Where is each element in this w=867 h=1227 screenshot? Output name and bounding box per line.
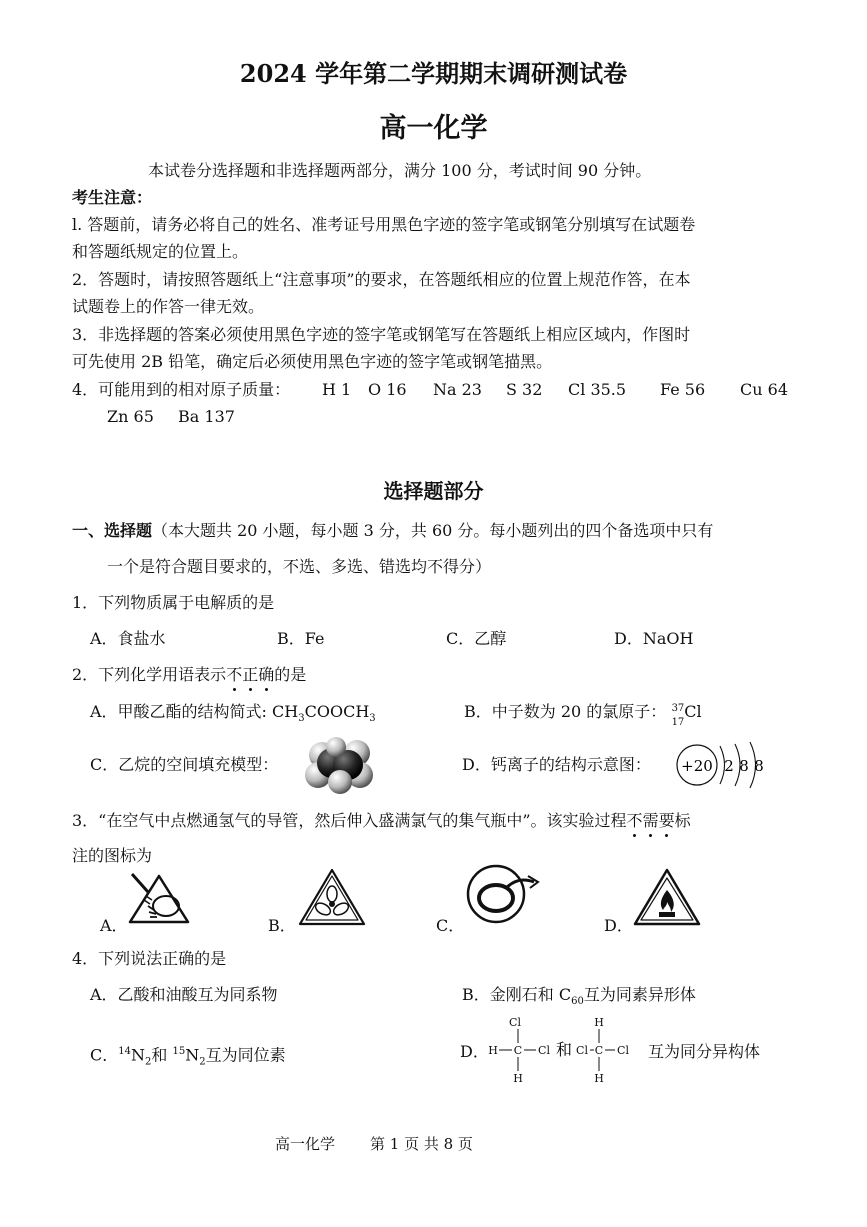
q4-c-n1: N: [130, 1045, 145, 1065]
footer-page: 第 1 页 共 8 页: [370, 1135, 473, 1153]
q2-option-c: C．乙烷的空间填充模型：: [90, 755, 279, 774]
q2-emph-2: 正: [242, 665, 259, 684]
q2-option-b: [464, 701, 702, 728]
q4-c-n2: N: [185, 1045, 200, 1065]
mass-fe: Fe 56: [660, 380, 706, 399]
q4-b-post: 互为同素异形体: [583, 985, 696, 1004]
q3-line1-pre: 3．“在空气中点燃通氢气的导管，然后伸入盛满氯气的集气瓶中”。该实验过程: [72, 811, 627, 830]
q4-option-d-post: 互为同分异构体: [648, 1042, 761, 1061]
part-desc-line2: 一个是符合题目要求的，不选、多选、错选均不得分）: [107, 557, 492, 576]
q2-stem: [72, 664, 306, 686]
q3-option-c-label: C．: [436, 916, 465, 935]
section-title: 选择题部分: [383, 479, 484, 503]
q2-emph-1: 不: [226, 665, 243, 684]
q3-emph-3: 要: [658, 811, 675, 830]
q3-emph-2: 需: [642, 811, 659, 830]
mol2-center-atom: C: [594, 1044, 604, 1057]
mol1-left-atom: H: [488, 1044, 498, 1057]
q2-option-a: [90, 701, 376, 730]
q4-b-sub: 60: [571, 996, 584, 1008]
calcium-shell-1: 2: [724, 757, 734, 775]
part-heading: [72, 520, 713, 542]
mol1-bottom-atom: H: [513, 1072, 523, 1085]
q4-option-b: [462, 984, 696, 1013]
calcium-shell-3: 8: [754, 757, 764, 775]
q3-stem-line2: 注的图标为: [72, 846, 153, 865]
notice-item3-line2: 可先使用 2B 铅笔，确定后必须使用黑色字迹的签字笔或钢笔描黑。: [72, 352, 553, 371]
q4-option-a: A．乙酸和油酸互为同系物: [90, 985, 278, 1004]
q2-a-mid: COOCH: [304, 702, 370, 721]
dichloromethane-structures: [486, 1014, 656, 1088]
mol1-right-atom: Cl: [538, 1044, 550, 1057]
mol-and: 和: [555, 1040, 573, 1059]
mol1-center-atom: C: [513, 1044, 523, 1057]
q4-c-sub2: 2: [199, 1056, 206, 1068]
notice-item2-line2: 试题卷上的作答一律无效。: [72, 297, 265, 316]
q4-option-d-label: D．: [460, 1042, 489, 1061]
heating-flask-icon: [466, 862, 542, 926]
exam-title: 2024 学年第二学期期末调研测试卷: [239, 59, 628, 88]
open-flame-warning-icon: [631, 866, 703, 928]
hand-washing-icon: [126, 870, 192, 926]
q2-b-text: B．中子数为 20 的氯原子：: [464, 702, 667, 721]
mol1-top-atom: Cl: [509, 1016, 521, 1029]
mass-ba: Ba 137: [178, 407, 235, 426]
q4-c-and: 和: [151, 1045, 173, 1065]
subject-title: 高一化学: [379, 113, 488, 144]
q4-c-mass2: 15: [172, 1046, 186, 1057]
q4-c-mass1: 14: [118, 1046, 131, 1057]
q3-option-d-label: D．: [604, 916, 633, 935]
q4-c-pre: C．: [90, 1045, 119, 1065]
notice-item1-line1: l. 答题前，请务必将自己的姓名、准考证号用黑色字迹的签字笔或钢笔分别填写在试题卷: [72, 215, 696, 234]
mass-na: Na 23: [433, 380, 482, 399]
notice-item2-line1: 2．答题时，请按照答题纸上“注意事项”的要求，在答题纸相应的位置上规范作答，在本: [72, 270, 691, 289]
notice-heading: 考生注意：: [72, 188, 153, 207]
q4-c-sub1: 2: [144, 1056, 152, 1068]
q2-emph-3: 确: [258, 665, 275, 684]
q1-option-d: D．NaOH: [614, 629, 694, 648]
mass-o: O 16: [368, 380, 407, 399]
notice-item1-line2: 和答题纸规定的位置上。: [72, 242, 249, 261]
q4-c-post: 互为同位素: [205, 1045, 286, 1065]
footer-subject: 高一化学: [275, 1135, 336, 1153]
part-label: 一、选择题: [72, 521, 153, 540]
calcium-nucleus-charge: +20: [681, 757, 713, 775]
q1-option-c: C．乙醇: [446, 629, 507, 648]
q1-option-a: A．食盐水: [90, 629, 166, 648]
calcium-ion-structure-diagram: [673, 740, 773, 790]
q2-a-text: A．甲酸乙酯的结构简式: CH: [90, 702, 299, 721]
q2-stem-post: 的是: [274, 665, 307, 684]
mol2-bottom-atom: H: [594, 1072, 604, 1085]
ventilation-fan-icon: [296, 866, 368, 928]
notice-item3-line1: 3．非选择题的答案必须使用黑色字迹的签字笔或钢笔写在答题纸上相应区域内，作图时: [72, 325, 691, 344]
q3-option-a-label: A．: [100, 916, 128, 935]
q2-option-d: D．钙离子的结构示意图：: [462, 755, 651, 774]
q1-stem: 1．下列物质属于电解质的是: [72, 593, 275, 612]
mol2-right-atom: Cl: [617, 1044, 629, 1057]
notice-item4-prefix: 4．可能用到的相对原子质量：: [72, 380, 291, 399]
mass-h: H 1: [322, 380, 352, 399]
ethane-space-filling-model-icon: [300, 735, 380, 795]
mass-cu: Cu 64: [740, 380, 788, 399]
q3-stem-line1: [72, 810, 691, 832]
q1-option-b: B．Fe: [277, 629, 325, 648]
q2-b-element: Cl: [684, 702, 702, 721]
mass-s: S 32: [506, 380, 543, 399]
q4-b-pre: B．金刚石和 C: [462, 985, 572, 1004]
q2-b-atomic-number: 17: [671, 717, 685, 728]
q2-b-nuclide-numbers: [666, 701, 685, 728]
q4-option-c: [90, 1041, 286, 1074]
q4-stem: 4．下列说法正确的是: [72, 949, 227, 968]
q3-emph-1: 不: [626, 811, 643, 830]
q3-line1-post: 标: [674, 811, 691, 830]
part-desc-line1: （本大题共 20 小题，每小题 3 分，共 60 分。每小题列出的四个备选项中只有: [152, 521, 714, 540]
q2-a-sub2: 3: [369, 713, 376, 725]
mol2-top-atom: H: [594, 1016, 604, 1029]
q2-stem-pre: 2．下列化学用语表示: [72, 665, 227, 684]
q3-option-b-label: B．: [268, 916, 296, 935]
mass-zn: Zn 65: [107, 407, 154, 426]
exam-intro: 本试卷分选择题和非选择题两部分，满分 100 分，考试时间 90 分钟。: [148, 161, 652, 180]
mol2-left-atom: Cl: [576, 1044, 588, 1057]
mass-cl: Cl 35.5: [568, 380, 627, 399]
calcium-shell-2: 8: [739, 757, 749, 775]
q2-b-mass-number: 37: [671, 703, 685, 714]
q2-a-sub1: 3: [298, 713, 305, 725]
